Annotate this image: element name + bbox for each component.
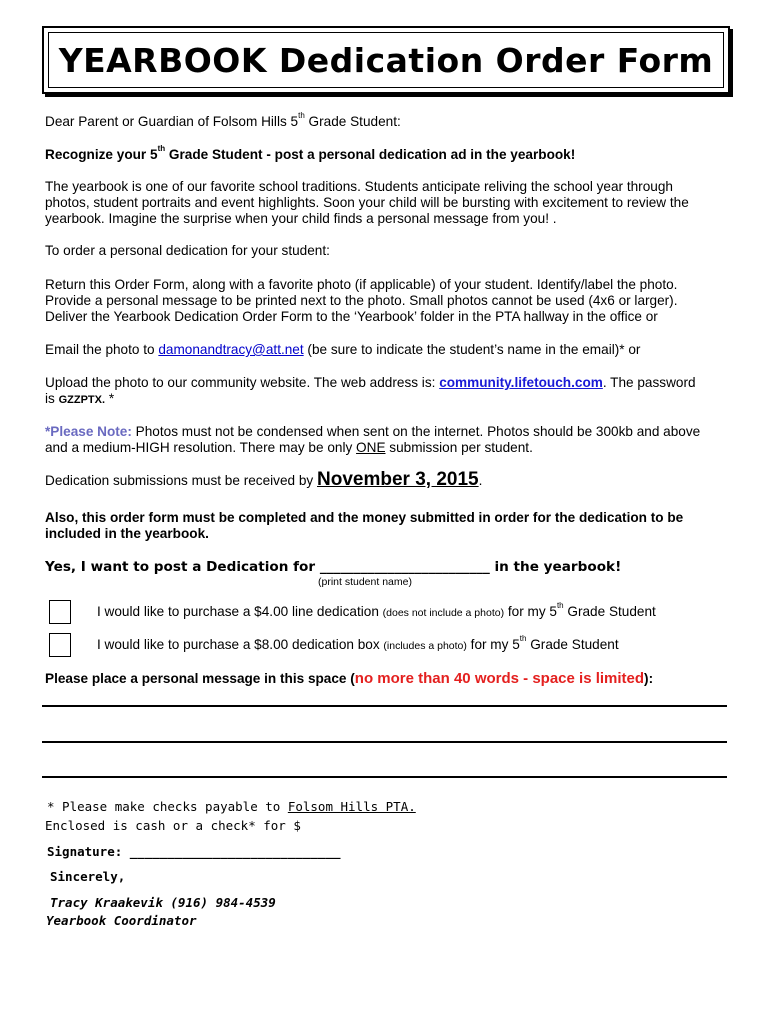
- option-small-text: (includes a photo): [383, 640, 467, 652]
- return-line: Deliver the Yearbook Dedication Order Form to the ‘Yearbook’ folder in the PTA hallway in the office or: [45, 309, 658, 324]
- deadline-date: November 3, 2015: [317, 469, 479, 490]
- contact-line: Tracy Kraakevik (916) 984-4539: [50, 895, 276, 910]
- option-dedication-box: [97, 634, 770, 654]
- message-line-1[interactable]: [42, 705, 727, 707]
- headline-sup: th: [157, 144, 166, 154]
- greeting-sup: th: [298, 111, 305, 121]
- option-text: I would like to purchase a $4.00 line dedication: [97, 604, 383, 619]
- sincerely-text: Sincerely,: [50, 869, 126, 884]
- title-box: [42, 26, 730, 94]
- headline: [45, 144, 735, 163]
- intro-line: photos, student portraits and event highlights. Soon your child will be bursting with excitement to review the: [45, 195, 689, 210]
- password-text: GZZPTX.: [58, 394, 106, 406]
- coordinator-role: Yearbook Coordinator: [46, 913, 197, 928]
- note-label: *Please Note:: [45, 424, 132, 439]
- option-text-end: Grade Student: [563, 604, 656, 619]
- line-dedication-checkbox[interactable]: [49, 600, 71, 624]
- option-text-mid: for my 5: [504, 604, 557, 619]
- email-text-end: (be sure to indicate the student’s name in the email)* or: [303, 342, 641, 357]
- enclosed-line: Enclosed is cash or a check* for $: [45, 818, 301, 833]
- message-line-2[interactable]: [42, 741, 727, 743]
- headline-text-end: Grade Student - post a personal dedication ad in the yearbook!: [165, 147, 576, 162]
- email-text: Email the photo to: [45, 342, 159, 357]
- greeting-text-end: Grade Student:: [304, 114, 401, 129]
- email-line: [45, 342, 735, 358]
- yes-line: Yes, I want to post a Dedication for _________________________ in the yearbook!: [45, 559, 622, 575]
- option-text: I would like to purchase a $8.00 dedication box: [97, 637, 384, 652]
- message-prompt: [45, 671, 735, 687]
- note-line2-text: and a medium-HIGH resolution. There may be only: [45, 440, 357, 455]
- option-sup: th: [556, 601, 564, 611]
- intro-line: The yearbook is one of our favorite school traditions. Students anticipate reliving the school year through: [45, 179, 673, 194]
- option-text-end: Grade Student: [526, 637, 619, 652]
- deadline-text: Dedication submissions must be received by: [45, 473, 318, 488]
- page-title: YEARBOOK Dedication Order Form: [58, 40, 714, 80]
- to-order-text: To order a personal dedication for your student:: [45, 243, 330, 258]
- deadline-line: [45, 469, 735, 490]
- signature-line[interactable]: Signature: ____________________________: [47, 844, 341, 859]
- note-paragraph: [45, 424, 735, 456]
- intro-paragraph: [45, 179, 735, 227]
- checks-note: [47, 799, 416, 814]
- deadline-period: .: [478, 473, 483, 488]
- upload-line2-end: *: [105, 391, 115, 406]
- option-line-dedication: [97, 601, 770, 621]
- return-paragraph: [45, 277, 735, 325]
- greeting: [45, 111, 735, 130]
- return-line: Return this Order Form, along with a favorite photo (if applicable) of your student. Identify/label the photo.: [45, 277, 678, 292]
- upload-paragraph: [45, 375, 735, 408]
- message-prompt-end: ):: [644, 671, 654, 686]
- message-prompt-text: Please place a personal message in this space (: [45, 671, 355, 686]
- email-link[interactable]: damonandtracy@att.net: [158, 342, 304, 357]
- checks-payee: Folsom Hills PTA.: [287, 799, 416, 814]
- website-link[interactable]: community.lifetouch.com: [439, 375, 603, 390]
- also-line: included in the yearbook.: [45, 526, 209, 541]
- print-name-hint: (print student name): [318, 576, 412, 588]
- greeting-text: Dear Parent or Guardian of Folsom Hills 5: [45, 114, 299, 129]
- note-line1: Photos must not be condensed when sent on the internet. Photos should be 300kb and above: [131, 424, 701, 439]
- option-sup: th: [519, 634, 527, 644]
- checks-text: * Please make checks payable to: [47, 799, 288, 814]
- option-text-mid: for my 5: [466, 637, 520, 652]
- upload-line2-text: is: [45, 391, 59, 406]
- intro-line: yearbook. Imagine the surprise when your child finds a personal message from you! .: [45, 211, 557, 226]
- note-line2-end: submission per student.: [385, 440, 533, 455]
- note-one: ONE: [356, 440, 386, 455]
- dedication-box-checkbox[interactable]: [49, 633, 71, 657]
- upload-text-end: . The password: [602, 375, 696, 390]
- also-paragraph: [45, 510, 735, 542]
- return-line: Provide a personal message to be printed next to the photo. Small photos cannot be used (4x6 or larger).: [45, 293, 678, 308]
- message-line-3[interactable]: [42, 776, 727, 778]
- option-small-text: (does not include a photo): [382, 607, 505, 619]
- message-limit-warning: no more than 40 words - space is limited: [354, 670, 645, 687]
- headline-text: Recognize your 5: [45, 147, 158, 162]
- upload-text: Upload the photo to our community website. The web address is:: [45, 375, 440, 390]
- also-line: Also, this order form must be completed and the money submitted in order for the dedication to be: [45, 510, 684, 525]
